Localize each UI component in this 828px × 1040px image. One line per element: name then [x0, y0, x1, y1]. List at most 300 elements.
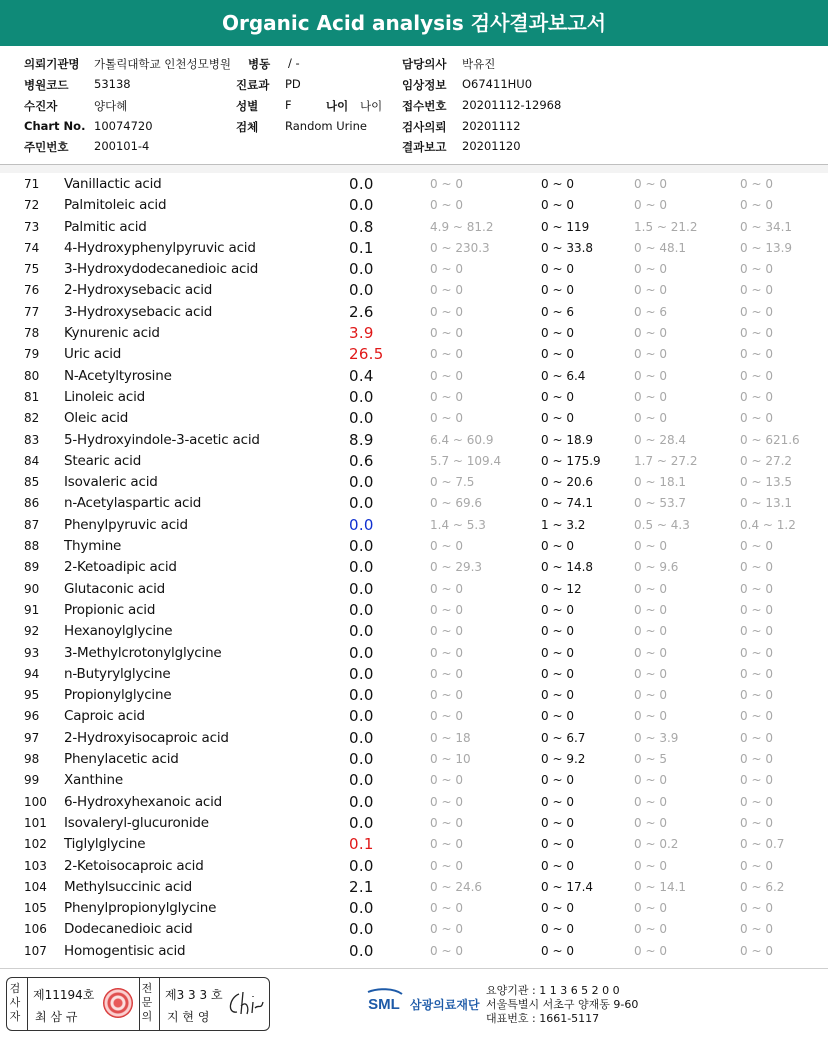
reference-range-2: 0 ~ 0: [541, 602, 574, 617]
analyte-name: Dodecanedioic acid: [64, 921, 193, 938]
reference-range-2: 0 ~ 175.9: [541, 453, 601, 468]
result-value: 0.0: [349, 728, 374, 747]
analyte-name: Palmitoleic acid: [64, 197, 167, 214]
reference-range-1: 0 ~ 24.6: [430, 879, 483, 894]
analyte-name: Linoleic acid: [64, 388, 146, 405]
receipt-value: 20201112-12968: [462, 98, 562, 112]
reference-range-2: 0 ~ 12: [541, 581, 582, 596]
table-row: [0, 728, 828, 749]
analyte-name: Phenylacetic acid: [64, 751, 179, 768]
reference-range-1: 0 ~ 0: [430, 262, 463, 277]
reference-range-3: 0 ~ 48.1: [634, 240, 687, 255]
ward-value: / -: [288, 56, 300, 70]
reference-range-2: 0 ~ 0: [541, 794, 574, 809]
result-value: 2.1: [349, 877, 374, 896]
report-title: Organic Acid analysis 검사결과보고서: [0, 0, 828, 46]
reference-range-3: 0 ~ 0: [634, 922, 667, 937]
result-value: 0.1: [349, 238, 374, 257]
analyte-name: Hexanoylglycine: [64, 623, 173, 640]
table-row: [0, 834, 828, 855]
row-number: 103: [24, 858, 47, 873]
table-row: [0, 643, 828, 664]
reference-range-4: 0 ~ 0: [740, 730, 773, 745]
reference-range-3: 0 ~ 9.6: [634, 560, 679, 575]
reference-range-3: 0 ~ 0: [634, 581, 667, 596]
reference-range-2: 0 ~ 0: [541, 283, 574, 298]
id-label: 주민번호: [24, 140, 69, 154]
reference-range-3: 0 ~ 28.4: [634, 432, 687, 447]
table-row: [0, 366, 828, 387]
row-number: 104: [24, 879, 47, 894]
reference-range-4: 0 ~ 0: [740, 901, 773, 916]
result-value: 0.0: [349, 920, 374, 939]
reference-range-1: 0 ~ 0: [430, 858, 463, 873]
reference-range-4: 0 ~ 0: [740, 368, 773, 383]
result-value: 0.1: [349, 835, 374, 854]
reference-range-1: 0 ~ 0: [430, 347, 463, 362]
analyte-name: n-Butyrylglycine: [64, 665, 171, 682]
reference-range-2: 0 ~ 0: [541, 709, 574, 724]
analyte-name: Stearic acid: [64, 452, 142, 469]
reference-range-4: 0 ~ 0: [740, 688, 773, 703]
reference-range-2: 0 ~ 0: [541, 773, 574, 788]
result-value: 0.0: [349, 813, 374, 832]
analyte-name: Isovaleryl-glucuronide: [64, 814, 209, 831]
table-row: [0, 493, 828, 514]
row-number: 86: [24, 496, 40, 511]
table-row: [0, 536, 828, 557]
reference-range-2: 0 ~ 18.9: [541, 432, 594, 447]
table-row: [0, 472, 828, 493]
reference-range-2: 0 ~ 33.8: [541, 240, 594, 255]
analyte-name: Kynurenic acid: [64, 325, 160, 342]
header-shade: [0, 165, 828, 173]
row-number: 95: [24, 688, 40, 703]
row-number: 81: [24, 389, 40, 404]
row-number: 80: [24, 368, 40, 383]
reference-range-4: 0 ~ 0: [740, 304, 773, 319]
table-row: [0, 898, 828, 919]
reference-range-2: 0 ~ 74.1: [541, 496, 594, 511]
reference-range-1: 0 ~ 10: [430, 752, 471, 767]
reference-range-3: 0 ~ 0: [634, 326, 667, 341]
reference-range-4: 0 ~ 13.9: [740, 240, 793, 255]
result-value: 0.8: [349, 217, 374, 236]
sign1-number: 제11194호: [33, 988, 95, 1002]
analyte-name: Homogentisic acid: [64, 942, 186, 959]
clinical-label: 임상정보: [402, 78, 447, 92]
reference-range-4: 0 ~ 0: [740, 922, 773, 937]
reference-range-3: 1.5 ~ 21.2: [634, 219, 698, 234]
reference-range-3: 0 ~ 0: [634, 794, 667, 809]
reference-range-3: 0 ~ 0: [634, 624, 667, 639]
reference-range-4: 0 ~ 13.1: [740, 496, 793, 511]
reference-range-1: 0 ~ 0: [430, 794, 463, 809]
reference-range-4: 0 ~ 0: [740, 539, 773, 554]
table-row: [0, 579, 828, 600]
results-table: [0, 174, 828, 962]
reference-range-3: 0.5 ~ 4.3: [634, 517, 690, 532]
reference-range-1: 0 ~ 0: [430, 177, 463, 191]
reference-range-3: 0 ~ 0: [634, 815, 667, 830]
reference-range-1: 0 ~ 0: [430, 645, 463, 660]
reference-range-2: 0 ~ 14.8: [541, 560, 594, 575]
reference-range-1: 0 ~ 0: [430, 709, 463, 724]
reference-range-4: 0 ~ 0: [740, 198, 773, 213]
analyte-name: Oleic acid: [64, 410, 129, 427]
org-name: 삼광의료재단: [410, 998, 480, 1012]
result-value: 0.0: [349, 600, 374, 619]
analyte-name: 2-Hydroxyisocaproic acid: [64, 729, 229, 746]
table-row: [0, 195, 828, 216]
request-date-value: 20201112: [462, 119, 521, 133]
reference-range-2: 0 ~ 0: [541, 943, 574, 958]
reference-range-1: 0 ~ 0: [430, 389, 463, 404]
result-value: 0.0: [349, 771, 374, 790]
reference-range-2: 0 ~ 0: [541, 815, 574, 830]
reference-range-2: 0 ~ 0: [541, 666, 574, 681]
reference-range-3: 1.7 ~ 27.2: [634, 453, 698, 468]
reference-range-4: 0 ~ 621.6: [740, 432, 800, 447]
reference-range-4: 0 ~ 0: [740, 943, 773, 958]
sign1-vertical-label: [9, 982, 23, 1024]
reference-range-2: 0 ~ 0: [541, 347, 574, 362]
report-date-label: 결과보고: [402, 140, 447, 154]
reference-range-1: 0 ~ 0: [430, 688, 463, 703]
result-value: 0.0: [349, 941, 374, 960]
reference-range-2: 0 ~ 0: [541, 177, 574, 191]
reference-range-4: 0 ~ 0: [740, 347, 773, 362]
analyte-name: 3-Methylcrotonylglycine: [64, 644, 222, 661]
table-row: [0, 749, 828, 770]
reference-range-1: 0 ~ 29.3: [430, 560, 483, 575]
result-value: 0.0: [349, 281, 374, 300]
sign2-vlabel-text: 전문의: [141, 982, 153, 1023]
sign1-vlabel-text: 검사자: [9, 982, 21, 1023]
reference-range-2: 0 ~ 6.4: [541, 368, 586, 383]
reference-range-2: 0 ~ 6: [541, 304, 574, 319]
sex-value: F: [285, 98, 292, 112]
reference-range-3: 0 ~ 0: [634, 389, 667, 404]
result-value: 26.5: [349, 345, 384, 364]
reference-range-2: 0 ~ 0: [541, 262, 574, 277]
analyte-name: Glutaconic acid: [64, 580, 166, 597]
result-value: 0.0: [349, 175, 374, 193]
analyte-name: Tiglylglycine: [64, 836, 146, 853]
row-number: 75: [24, 262, 40, 277]
row-number: 85: [24, 475, 40, 490]
org-phone: 대표번호 : 1661-5117: [486, 1012, 600, 1025]
reference-range-2: 0 ~ 0: [541, 411, 574, 426]
reference-range-2: 0 ~ 0: [541, 837, 574, 852]
reference-range-1: 0 ~ 0: [430, 602, 463, 617]
requester-label: 의뢰기관명: [24, 57, 80, 71]
row-number: 99: [24, 773, 40, 788]
table-row: [0, 344, 828, 365]
reference-range-4: 0 ~ 0: [740, 177, 773, 191]
sign-divider-1: [27, 978, 28, 1030]
sign2-vertical-label: [141, 982, 155, 1024]
result-value: 0.0: [349, 622, 374, 641]
reference-range-3: 0 ~ 18.1: [634, 475, 687, 490]
reference-range-1: 0 ~ 0: [430, 666, 463, 681]
row-number: 73: [24, 219, 40, 234]
doctor-label: 담당의사: [402, 57, 447, 71]
handwritten-signature-icon: [225, 988, 265, 1020]
reference-range-2: 0 ~ 0: [541, 645, 574, 660]
reference-range-4: 0 ~ 0: [740, 773, 773, 788]
table-row: [0, 856, 828, 877]
row-number: 82: [24, 411, 40, 426]
table-row: [0, 280, 828, 301]
row-number: 71: [24, 177, 40, 191]
table-row: [0, 600, 828, 621]
result-value: 0.0: [349, 664, 374, 683]
analyte-name: Uric acid: [64, 346, 122, 363]
row-number: 106: [24, 922, 47, 937]
age-value: 나이: [360, 99, 383, 113]
analyte-name: Vanillactic acid: [64, 176, 162, 192]
reference-range-1: 0 ~ 230.3: [430, 240, 490, 255]
table-row: [0, 302, 828, 323]
specimen-label: 검체: [236, 120, 259, 134]
table-row: [0, 323, 828, 344]
reference-range-3: 0 ~ 0: [634, 901, 667, 916]
table-row: [0, 259, 828, 280]
reference-range-1: 0 ~ 0: [430, 943, 463, 958]
sign2-number: 제3 3 3 호: [165, 988, 223, 1002]
reference-range-4: 0 ~ 0: [740, 752, 773, 767]
result-value: 0.0: [349, 750, 374, 769]
reference-range-3: 0 ~ 0: [634, 666, 667, 681]
org-address: [486, 984, 638, 1026]
row-number: 93: [24, 645, 40, 660]
sml-logo-text: SML: [368, 996, 400, 1013]
chart-label: Chart No.: [24, 119, 86, 133]
row-number: 102: [24, 837, 47, 852]
reference-range-3: 0 ~ 0: [634, 177, 667, 191]
reference-range-2: 1 ~ 3.2: [541, 517, 586, 532]
reference-range-4: 0 ~ 0: [740, 645, 773, 660]
reference-range-1: 0 ~ 0: [430, 624, 463, 639]
analyte-name: Phenylpropionylglycine: [64, 900, 217, 917]
reference-range-3: 0 ~ 0: [634, 411, 667, 426]
org-code: 요양기관 : 1 1 3 6 5 2 0 0: [486, 984, 620, 997]
reference-range-1: 0 ~ 0: [430, 581, 463, 596]
row-number: 100: [24, 794, 47, 809]
specimen-value: Random Urine: [285, 119, 367, 133]
result-value: 0.0: [349, 473, 374, 492]
result-value: 0.0: [349, 579, 374, 598]
row-number: 107: [24, 943, 47, 958]
result-value: 0.0: [349, 558, 374, 577]
official-seal-icon: [103, 988, 133, 1018]
table-row: [0, 238, 828, 259]
reference-range-2: 0 ~ 0: [541, 624, 574, 639]
table-row: [0, 217, 828, 238]
reference-range-2: 0 ~ 9.2: [541, 752, 586, 767]
table-row: [0, 174, 828, 195]
analyte-name: Xanthine: [64, 772, 123, 789]
reference-range-2: 0 ~ 0: [541, 688, 574, 703]
reference-range-4: 0 ~ 0: [740, 326, 773, 341]
reference-range-3: 0 ~ 0: [634, 709, 667, 724]
analyte-name: 2-Hydroxysebacic acid: [64, 282, 213, 299]
reference-range-2: 0 ~ 0: [541, 922, 574, 937]
reference-range-1: 0 ~ 0: [430, 283, 463, 298]
result-value: 0.0: [349, 792, 374, 811]
id-value: 200101-4: [94, 139, 150, 153]
reference-range-4: 0 ~ 27.2: [740, 453, 793, 468]
reference-range-1: 5.7 ~ 109.4: [430, 453, 502, 468]
analyte-name: 4-Hydroxyphenylpyruvic acid: [64, 239, 256, 256]
reference-range-1: 0 ~ 0: [430, 198, 463, 213]
org-address-line: 서울특별시 서초구 양재동 9-60: [486, 998, 639, 1011]
result-value: 0.0: [349, 387, 374, 406]
reference-range-4: 0 ~ 34.1: [740, 219, 793, 234]
result-value: 0.0: [349, 686, 374, 705]
sign1-name: 최 삼 규: [35, 1010, 78, 1024]
reference-range-4: 0 ~ 0: [740, 858, 773, 873]
table-row: [0, 941, 828, 962]
table-row: [0, 770, 828, 791]
analyte-name: 2-Ketoadipic acid: [64, 559, 177, 576]
table-row: [0, 430, 828, 451]
analyte-name: 2-Ketoisocaproic acid: [64, 857, 204, 874]
reference-range-1: 0 ~ 18: [430, 730, 471, 745]
reference-range-1: 0 ~ 0: [430, 901, 463, 916]
result-value: 0.0: [349, 707, 374, 726]
reference-range-3: 0 ~ 0: [634, 773, 667, 788]
reference-range-3: 0 ~ 0: [634, 645, 667, 660]
table-row: [0, 919, 828, 940]
analyte-name: Propionylglycine: [64, 687, 172, 704]
reference-range-3: 0 ~ 53.7: [634, 496, 687, 511]
row-number: 91: [24, 602, 40, 617]
clinical-value: O67411HU0: [462, 77, 533, 91]
sign-divider-2: [139, 978, 140, 1030]
reference-range-2: 0 ~ 0: [541, 901, 574, 916]
doctor-value: 박유진: [462, 57, 496, 71]
analyte-name: Thymine: [64, 538, 122, 555]
row-number: 72: [24, 198, 40, 213]
reference-range-4: 0 ~ 13.5: [740, 475, 793, 490]
sign-divider-3: [159, 978, 160, 1030]
reference-range-4: 0 ~ 0: [740, 602, 773, 617]
requester-value: 가톨릭대학교 인천성모병원: [94, 57, 231, 71]
request-date-label: 검사의뢰: [402, 120, 447, 134]
reference-range-3: 0 ~ 0: [634, 368, 667, 383]
result-value: 3.9: [349, 324, 374, 343]
result-value: 0.0: [349, 643, 374, 662]
reference-range-1: 4.9 ~ 81.2: [430, 219, 494, 234]
table-row: [0, 451, 828, 472]
reference-range-2: 0 ~ 17.4: [541, 879, 594, 894]
hospital-code-value: 53138: [94, 77, 131, 91]
reference-range-4: 0 ~ 0: [740, 666, 773, 681]
result-value: 0.0: [349, 899, 374, 918]
patient-value: 양다혜: [94, 99, 128, 113]
reference-range-4: 0.4 ~ 1.2: [740, 517, 796, 532]
table-row: [0, 621, 828, 642]
result-value: 0.4: [349, 366, 374, 385]
analyte-name: N-Acetyltyrosine: [64, 367, 172, 384]
row-number: 74: [24, 240, 40, 255]
reference-range-3: 0 ~ 14.1: [634, 879, 687, 894]
row-number: 79: [24, 347, 40, 362]
dept-label: 진료과: [236, 78, 270, 92]
row-number: 87: [24, 517, 40, 532]
row-number: 101: [24, 815, 47, 830]
reference-range-1: 0 ~ 0: [430, 837, 463, 852]
result-value: 0.0: [349, 856, 374, 875]
reference-range-3: 0 ~ 0: [634, 602, 667, 617]
reference-range-1: 0 ~ 0: [430, 539, 463, 554]
table-row: [0, 408, 828, 429]
reference-range-4: 0 ~ 0: [740, 709, 773, 724]
reference-range-3: 0 ~ 0: [634, 688, 667, 703]
reference-range-4: 0 ~ 0: [740, 794, 773, 809]
analyte-name: Phenylpyruvic acid: [64, 516, 188, 533]
reference-range-3: 0 ~ 6: [634, 304, 667, 319]
reference-range-1: 6.4 ~ 60.9: [430, 432, 494, 447]
reference-range-1: 0 ~ 0: [430, 326, 463, 341]
sign2-name: 지 현 영: [167, 1010, 210, 1024]
row-number: 84: [24, 453, 40, 468]
reference-range-3: 0 ~ 0: [634, 283, 667, 298]
result-value: 0.0: [349, 409, 374, 428]
row-number: 77: [24, 304, 40, 319]
dept-value: PD: [285, 77, 301, 91]
reference-range-1: 0 ~ 0: [430, 368, 463, 383]
reference-range-4: 0 ~ 0: [740, 815, 773, 830]
result-value: 0.0: [349, 196, 374, 215]
result-value: 0.6: [349, 451, 374, 470]
reference-range-4: 0 ~ 0: [740, 624, 773, 639]
result-value: 0.0: [349, 537, 374, 556]
reference-range-1: 0 ~ 7.5: [430, 475, 475, 490]
reference-range-2: 0 ~ 0: [541, 198, 574, 213]
reference-range-4: 0 ~ 0: [740, 389, 773, 404]
reference-range-3: 0 ~ 0: [634, 262, 667, 277]
sml-logo-icon: [364, 988, 404, 1014]
row-number: 105: [24, 901, 47, 916]
reference-range-1: 0 ~ 0: [430, 411, 463, 426]
reference-range-3: 0 ~ 0: [634, 198, 667, 213]
reference-range-4: 0 ~ 0: [740, 560, 773, 575]
age-label: 나이: [326, 99, 349, 113]
analyte-name: 3-Hydroxydodecanedioic acid: [64, 261, 259, 278]
reference-range-2: 0 ~ 119: [541, 219, 590, 234]
reference-range-4: 0 ~ 0: [740, 411, 773, 426]
table-row: [0, 515, 828, 536]
reference-range-3: 0 ~ 3.9: [634, 730, 679, 745]
reference-range-2: 0 ~ 0: [541, 539, 574, 554]
reference-range-4: 0 ~ 6.2: [740, 879, 785, 894]
reference-range-4: 0 ~ 0: [740, 581, 773, 596]
result-value: 0.0: [349, 260, 374, 279]
analyte-name: Caproic acid: [64, 708, 145, 725]
reference-range-3: 0 ~ 0: [634, 347, 667, 362]
row-number: 92: [24, 624, 40, 639]
footer-divider: [0, 968, 828, 969]
row-number: 90: [24, 581, 40, 596]
reference-range-4: 0 ~ 0: [740, 283, 773, 298]
result-value: 8.9: [349, 430, 374, 449]
table-row: [0, 813, 828, 834]
reference-range-4: 0 ~ 0: [740, 262, 773, 277]
reference-range-2: 0 ~ 0: [541, 389, 574, 404]
